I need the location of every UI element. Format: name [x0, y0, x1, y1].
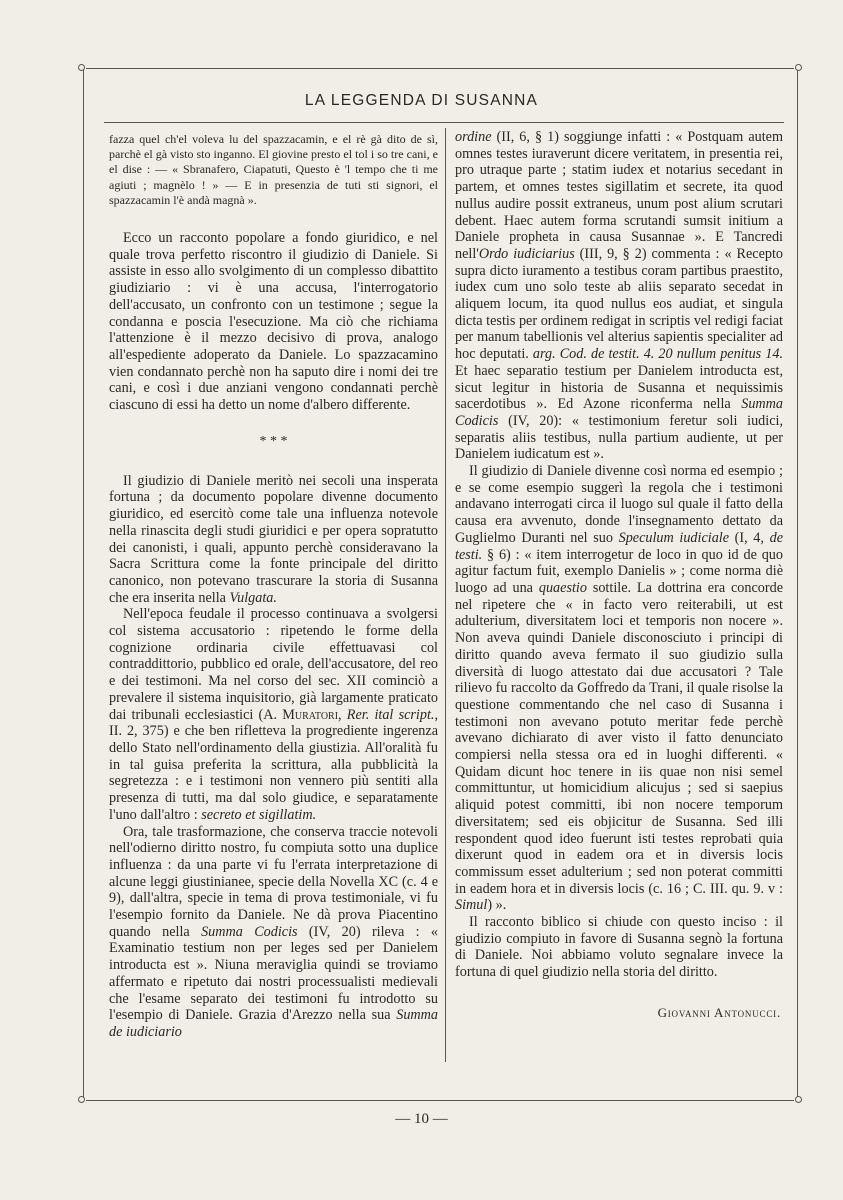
- author-signature: Giovanni Antonucci.: [657, 1004, 781, 1020]
- paragraph-norma-esempio: Il giudizio di Daniele divenne così norma ed esempio ; e se come esempio suggerì la regola che i testimoni andavano interrogati circa il luogo sul quale il fatto della causa era avvenuto, donde l'insegnamento dettato da Guglielmo Duranti nel suo Speculum iudiciale (I, 4, de testi. § 6) : « item interrogetur de loco in quo id de quo agitur factum fuit, exemplo Danielis » ; come norma diè luogo ad una quaestio sottile. La dottrina era concorde nel ripetere che « in facto vero reiterabili, ut est adulterium, diversitatem loci et temporis non nocere ». Non aveva quindi Daniele disconosciuto i principi di diritto quando aveva fermato il suo giudizio sulla diversità di luogo attestato dai due accusatori ? Tale rilievo fu raccolto da Goffredo da Trani, il quale risolse la questione commentando che nel caso di Susanna i testimoni non avevano potuto meritar fede perchè avevano dichiarato di aver visto il fatto denunciato compiersi nella stessa ora ed in luoghi differenti. « Quidam dicunt hoc tenere in iis quae non nisi semel committuntur, ut homicidium alicujus ; sed si saepius aliquid potest committi, ibi non nocere temporum diversitatem; sed eis objicitur de Susanna. Sed illi respondent quod ideo fuerunt isti testes reprobati quia dixerunt quod in eadem ora et in diversis locis commissum esset adulterium ; sed non poterat committi in eadem hora et in diversis locis (c. 16 ; C. III. qu. 9. v : Simul) ».: [455, 463, 783, 914]
- paragraph-trasformazione: Ora, tale trasformazione, che conserva traccie notevoli nell'odierno diritto nostro, fu compiuta sotto una duplice influenza : da una parte vi fu l'errata interpretazione di alcune leggi giustinianee, specie della Novella XC (c. 4 e 9), dall'altra, specie in tema di prova testimoniale, vi fu l'esempio fornito da Daniele. Ne dà prova Piacentino quando nella Summa Codicis (IV, 20) rileva : « Examinatio testium non per leges sed per Danielem introducta est ». Niuna meraviglia quindi se troviamo affermato e ripetuto dai nostri processualisti medievali che l'esame separato dei testimoni fu introdotto su l'esempio di Daniele. Grazia d'Arezzo nella sua Summa de iudiciario: [109, 823, 438, 1040]
- dialect-quote: fazza quel ch'el voleva lu del spazzacamin, e el rè gà dito de sì, parchè el gà visto sto inganno. El giovine presto el tol i so tre cani, e el dise : — « Sbranafero, Ciapatuti, Questo è 'l tempo che ti me agiuti ; magnèlo ! » — E in presenzia de tuti sti signori, el spazzacamin l'è andà magnà ».: [109, 132, 438, 207]
- page-header-title: LA LEGGENDA DI SUSANNA: [304, 92, 539, 109]
- paragraph-conclusione: Il racconto biblico si chiude con questo inciso : il giudizio compiuto in favore di Susanna segnò la fortuna di Daniele. Noi abbiamo voluto segnalare invece la fortuna di quel giudizio nella storia del diritto.: [455, 914, 783, 981]
- section-separator: [109, 433, 438, 449]
- paragraph-epoca-feudale: Nell'epoca feudale il processo continuava a svolgersi col sistema accusatorio : ripetendo le forme della cognizione ordinaria civile effettuavasi col contraddittorio, pubblico ed orale, dell'accusatore, del reo e dei testimoni. Ma nel corso del sec. XII cominciò a prevalere il sistema inquisitorio, già largamente praticato dai tribunali ecclesiastici (A. Muratori, Rer. ital script., II. 2, 375) e che ben rifletteva la progrediente ingerenza dello Stato nell'ordinamento della giustizia. All'oralità fu in tal guisa preferita la scrittura, alla pubblicità la segretezza : e i testimoni non vennero più sentiti alla presenza di tutti, ma dal solo giudice, e separatamente l'uno dall'altro : secreto et sigillatim.: [109, 606, 438, 823]
- page-number: — 10 —: [395, 1111, 448, 1127]
- asterism: * * *: [259, 433, 288, 449]
- author-name: Muratori: [282, 706, 339, 723]
- paragraph-fortuna: Il giudizio di Daniele meritò nei secoli una insperata fortuna ; da documento popolare divenne documento giuridico, ed esercitò come tale una influenza notevole nella rinascita degli studi giuridici e per opera sopratutto dei canonisti, i quali, appunto perchè consideravano la Sacra Scrittura come la fonte principale del diritto canonico, non potevano trascurare la storia di Susanna che era inserita nella Vulgata.: [109, 472, 438, 606]
- paragraph-racconto: Ecco un racconto popolare a fondo giuridico, e nel quale trova perfetto riscontro il giudizio di Daniele. Si assiste in esso allo svolgimento di un complesso dibattito giudiziario : vi è una accusa, l'interrogatorio dell'accusato, un confronto con un testimone ; segue la condanna e poscia l'esecuzione. Ma ciò che richiama l'attenzione è il mezzo decisivo di prova, analogo all'espediente adoperato da Daniele. Lo spazzacamino vien condannato perchè non ha saputo dire i nomi dei tre cani, e così i due anziani vengono condannati perchè ciascuno di essi ha detto un nome d'albero differente.: [109, 230, 438, 414]
- right-column: [455, 129, 783, 1021]
- right-border-line: [797, 70, 798, 1099]
- left-border-line: [83, 70, 84, 1099]
- left-column: [109, 128, 438, 1041]
- column-divider: [445, 128, 446, 1062]
- paragraph-grazia-tancredi: ordine (II, 6, § 1) soggiunge infatti : « Postquam autem omnes testes iuraverunt dicere veritatem, in presentia rei, pro utraque parte ; statim iudex et notarius secedant in partem, et omnes testes sigillatim et secrete, ita quod nullus audire possit extraneus, unum post alium scrutari debent. Haec autem forma scrutandi sumsit initium a Daniele propheta in causa Susannae ». E Tancredi nell'Ordo iudiciarius (III, 9, § 2) commenta : « Recepto supra dicto iuramento a testibus coram partibus praestito, iudex cum uno solo teste ab aliis separato secedat in aliquem locum, ita quod nullus eos audiat, et singula dicta testis per ordinem redigat in scriptis vel redigi faciat per manum tabellionis vel alterius sapientis specialiter ad hoc deputati. arg. Cod. de testit. 4. 20 nullum penitus 14. Et haec separatio testium per Danielem introducta est, sicut legitur in historia de Susanna et nequissimis sacerdotibus ». Ed Azone riconferma nella Summa Codicis (IV, 20): « testimonium feretur soli iudici, separatis aliis testibus, nulla partium audiente, ut per Danielem iudicatum est ».: [455, 129, 783, 463]
